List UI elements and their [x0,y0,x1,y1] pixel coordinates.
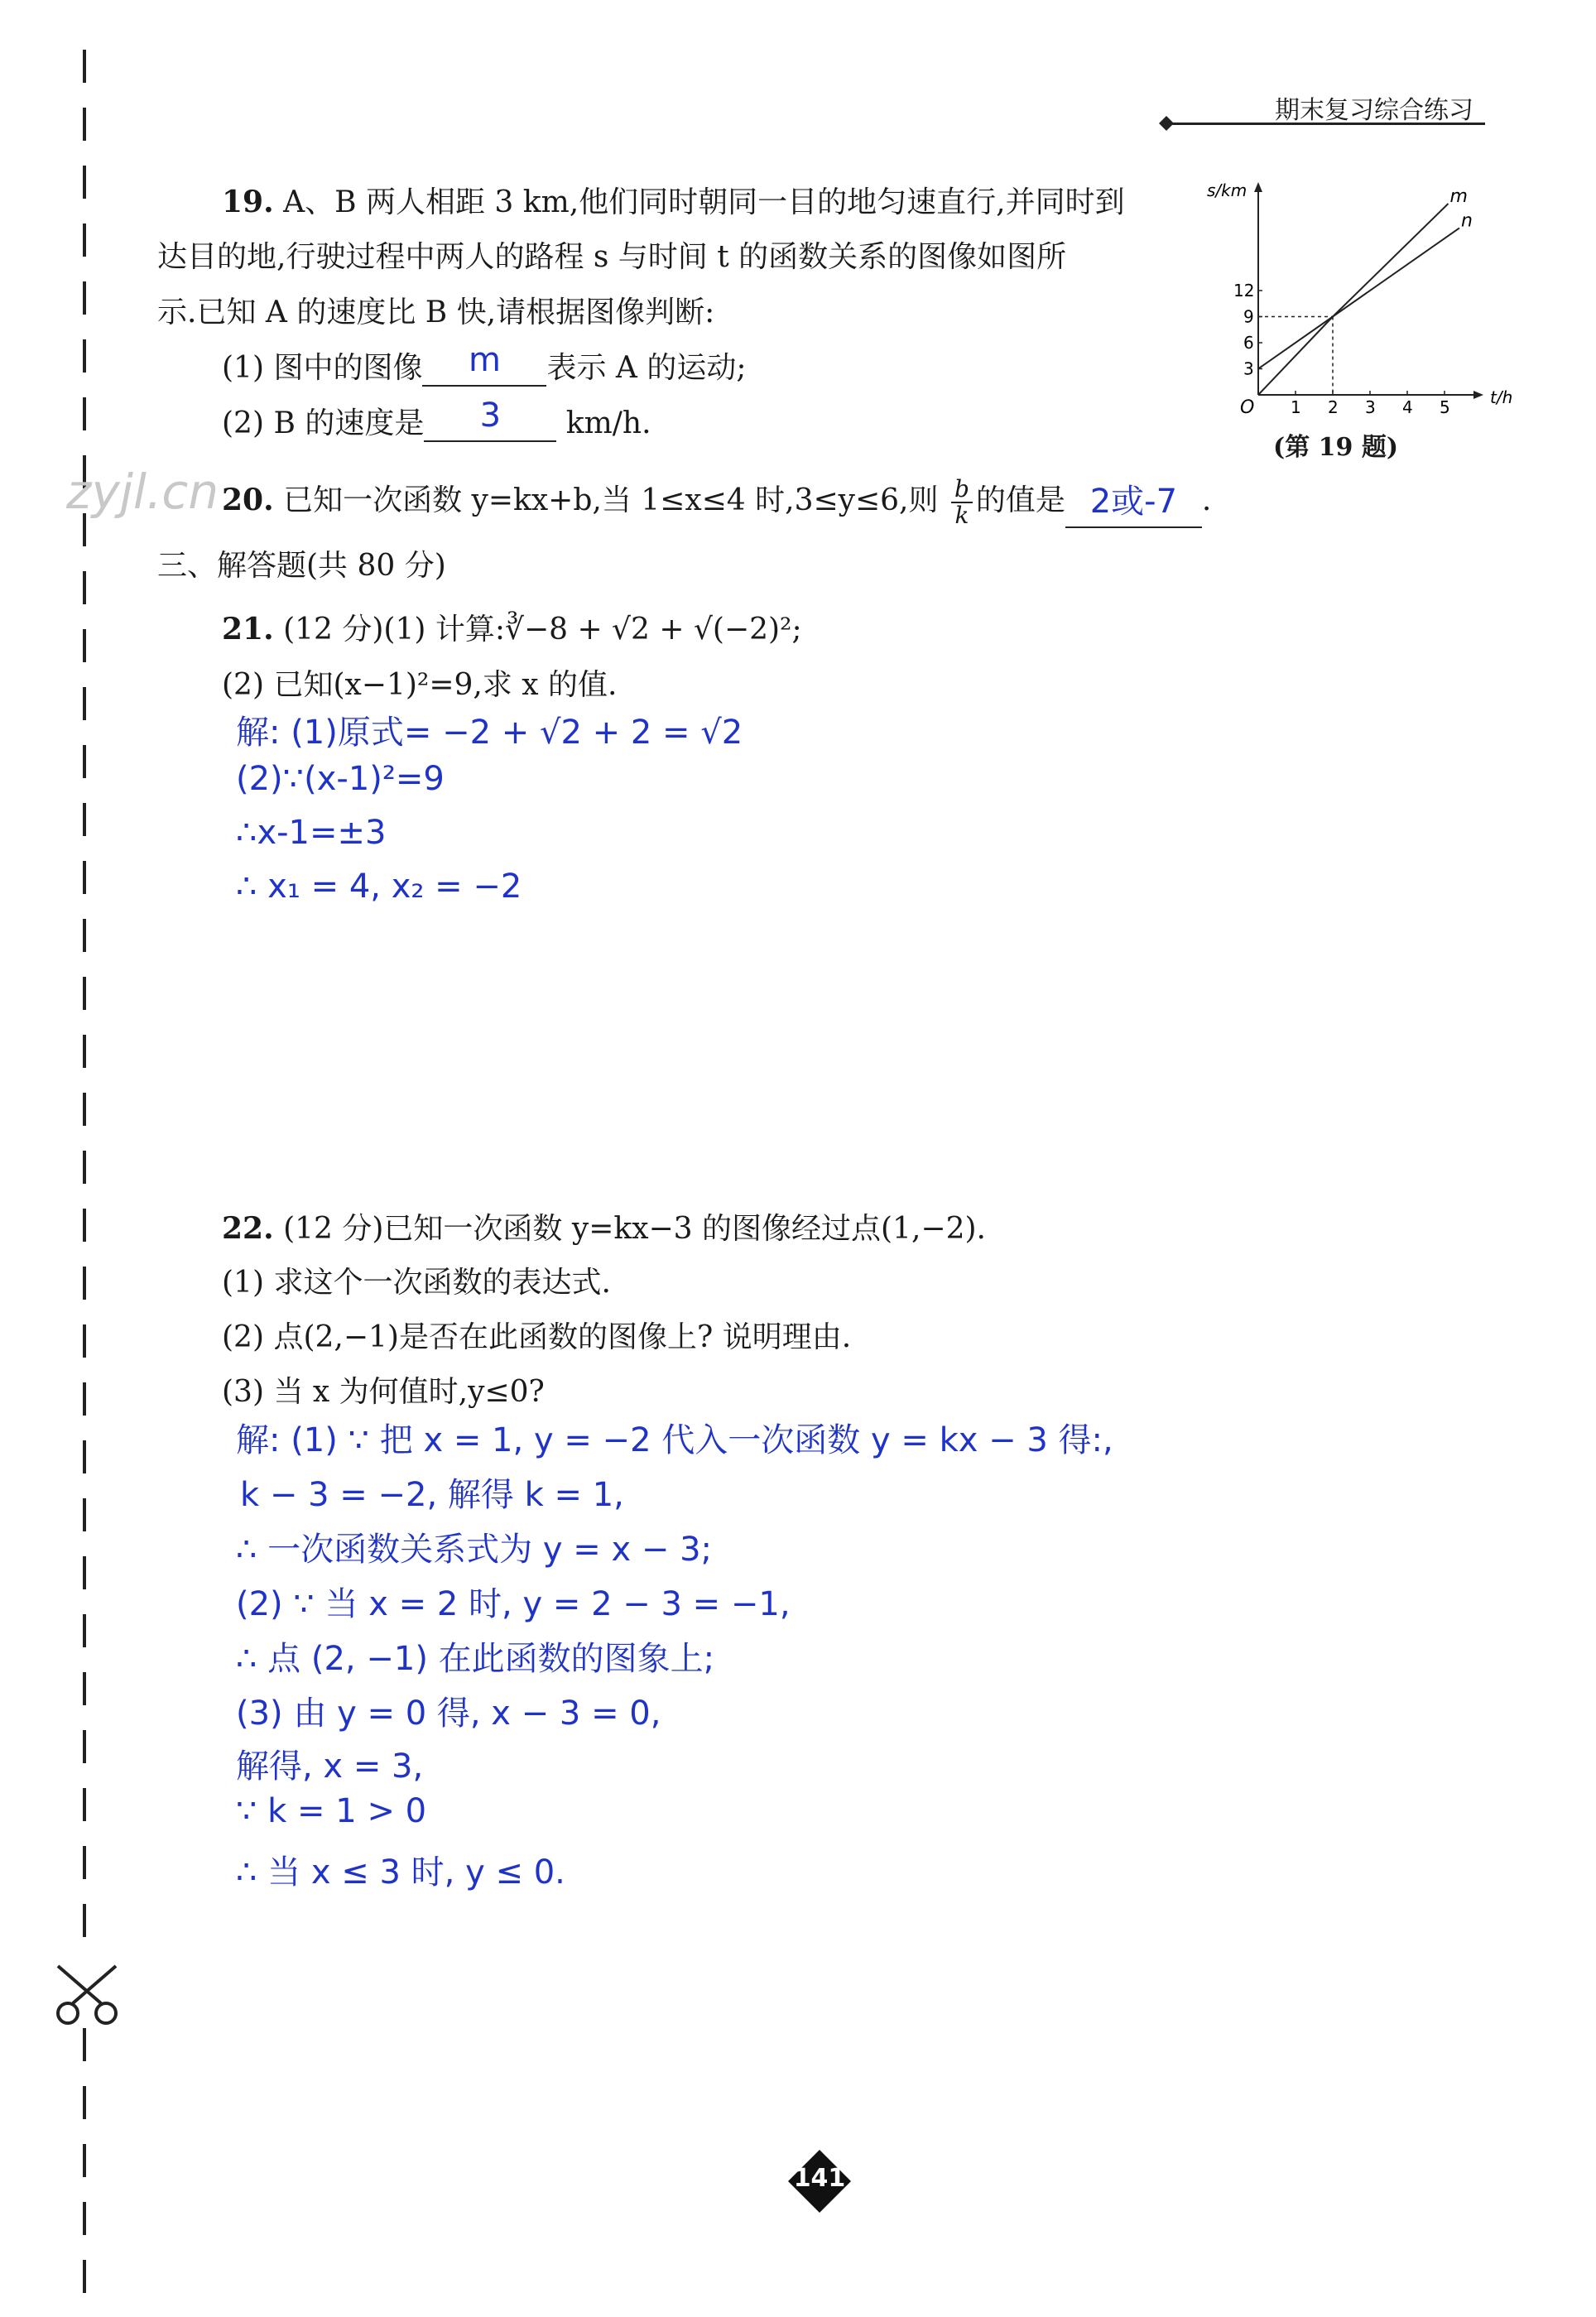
q22-solution-line: 解得, x = 3, [236,1747,424,1786]
q19-sub1-suffix: 表示 A 的运动; [546,351,747,385]
x-axis-arrow [1473,391,1483,399]
q22-solution-line: k − 3 = −2, 解得 k = 1, [240,1476,624,1514]
q19-sub1-prefix: (1) 图中的图像 [222,351,423,385]
q22-line2: (1) 求这个一次函数的表达式. [222,1266,611,1300]
q20-end: . [1201,483,1212,517]
origin-label: O [1240,397,1255,418]
q20-text-after: 的值是 [975,483,1065,517]
series-line-n [1258,228,1459,368]
q21-solution-line: (2)∵(x-1)²=9 [236,760,445,798]
q22-solution-line: ∴ 一次函数关系式为 y = x − 3; [236,1531,713,1569]
x-tick-label: 1 [1291,397,1301,417]
series-label-m: m [1449,186,1468,207]
q22-number: 22. [222,1211,274,1246]
x-tick-label: 2 [1328,397,1339,417]
q20-text-before: 已知一次函数 y=kx+b,当 1≤x≤4 时,3≤y≤6,则 [283,483,939,517]
watermark: zyjl.cn [66,464,219,520]
y-axis-arrow [1254,182,1262,192]
q22-solution-line: (2) ∵ 当 x = 2 时, y = 2 − 3 = −1, [236,1585,791,1623]
q21-line2: (2) 已知(x−1)²=9,求 x 的值. [222,668,618,702]
q21-number: 21. [222,612,274,647]
x-tick-label: 4 [1402,397,1413,417]
section-3-heading: 三、解答题(共 80 分) [157,549,446,583]
x-axis-label: t/h [1490,387,1513,407]
y-axis-label: s/km [1207,180,1247,200]
y-tick-label: 12 [1233,281,1255,300]
q19-line1: A、B 两人相距 3 km,他们同时朝同一目的地匀速直行,并同时到 [283,185,1125,219]
x-tick-label: 5 [1440,397,1450,417]
q22-line3: (2) 点(2,−1)是否在此函数的图像上? 说明理由. [222,1320,852,1354]
q19-answer-1: m [468,341,501,379]
series-line-m [1258,204,1449,395]
x-tick-label: 3 [1365,397,1376,417]
q22-solution-line: (3) 由 y = 0 得, x − 3 = 0, [236,1694,661,1733]
q19-answer-2: 3 [479,397,502,435]
q22-solution-line: ∵ k = 1 > 0 [236,1792,427,1830]
page-number: 141 [793,2164,846,2193]
q19-figure-caption: (第 19 题) [1273,433,1399,462]
q19-sub2-prefix: (2) B 的速度是 [222,406,425,440]
y-tick-label: 9 [1243,306,1254,327]
q20-frac-num: b [951,477,973,503]
y-tick-label: 6 [1243,333,1254,353]
q20-number: 20. [222,483,274,517]
q19-chart [1200,178,1513,426]
q19-line3: 示.已知 A 的速度比 B 快,请根据图像判断: [157,296,715,329]
q21-solution-line: ∴x-1=±3 [236,814,387,852]
scissors-icon [50,1962,124,2028]
q20-fraction [951,477,973,528]
q22-line4: (3) 当 x 为何值时,y≤0? [222,1375,545,1409]
y-tick-label: 3 [1243,358,1254,379]
q20-frac-den: k [954,502,969,529]
q22-solution-line: ∴ 点 (2, −1) 在此函数的图象上; [236,1640,715,1678]
q21-solution-line: 解: (1)原式= −2 + √2 + 2 = √2 [236,714,743,752]
header-title: 期末复习综合练习 [1275,96,1473,125]
q20-answer: 2或-7 [1089,483,1178,521]
series-label-n: n [1461,210,1473,232]
q22-line1: (12 分)已知一次函数 y=kx−3 的图像经过点(1,−2). [283,1212,986,1246]
q22-solution-line: ∴ 当 x ≤ 3 时, y ≤ 0. [236,1853,565,1892]
q22-solution-line: 解: (1) ∵ 把 x = 1, y = −2 代入一次函数 y = kx − 3 得:, [236,1421,1113,1459]
q19-line2: 达目的地,行驶过程中两人的路程 s 与时间 t 的函数关系的图像如图所 [157,240,1067,274]
q21-solution-line: ∴ x₁ = 4, x₂ = −2 [236,868,522,906]
q19-sub2-suffix: km/h. [565,406,651,440]
q21-line1: (12 分)(1) 计算:∛−8 + √2 + √(−2)²; [283,613,802,647]
q19-number: 19. [222,185,274,219]
